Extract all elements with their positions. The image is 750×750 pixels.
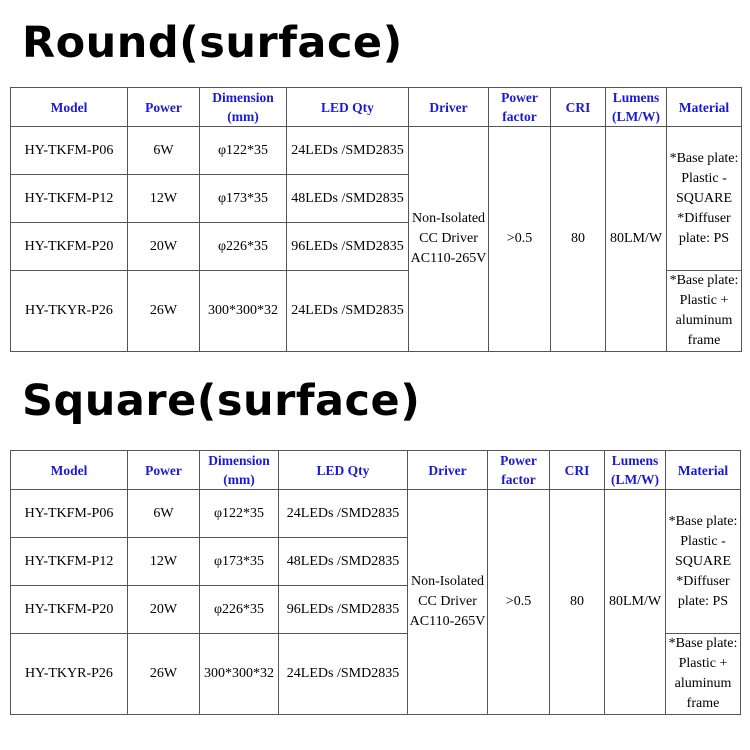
header-model: Model <box>11 88 128 127</box>
header-led-qty: LED Qty <box>287 88 409 127</box>
header-cri: CRI <box>551 88 606 127</box>
cell-dimension: φ226*35 <box>200 586 279 634</box>
section-title-square: Square(surface) <box>22 376 421 426</box>
header-power-factor: Power factor <box>489 88 551 127</box>
table-row <box>11 490 741 538</box>
cell-power: 6W <box>128 490 200 538</box>
cell-dimension: φ122*35 <box>200 127 287 175</box>
cell-dimension: 300*300*32 <box>200 271 287 352</box>
section-title-round: Round(surface) <box>22 18 403 68</box>
cell-model: HY-TKFM-P12 <box>11 175 128 223</box>
cell-power: 26W <box>128 634 200 715</box>
header-dimension: Dimension (mm) <box>200 88 287 127</box>
header-model: Model <box>11 451 128 490</box>
cell-dimension: φ122*35 <box>200 490 279 538</box>
cell-cri: 80 <box>551 127 606 352</box>
cell-dimension: φ173*35 <box>200 538 279 586</box>
cell-cri: 80 <box>550 490 605 715</box>
header-lumens: Lumens (LM/W) <box>606 88 667 127</box>
cell-model: HY-TKFM-P06 <box>11 127 128 175</box>
spec-table-round <box>10 87 742 352</box>
header-power-factor: Power factor <box>488 451 550 490</box>
cell-led-qty: 24LEDs /SMD2835 <box>279 490 408 538</box>
cell-driver: Non-Isolated CC Driver AC110-265V <box>409 127 489 352</box>
cell-lumens: 80LM/W <box>605 490 666 715</box>
cell-led-qty: 48LEDs /SMD2835 <box>279 538 408 586</box>
table-header-row <box>11 88 742 127</box>
cell-model: HY-TKYR-P26 <box>11 271 128 352</box>
cell-material-2: *Base plate: Plastic + aluminum frame <box>666 634 741 715</box>
cell-power: 12W <box>128 175 200 223</box>
cell-led-qty: 24LEDs /SMD2835 <box>287 271 409 352</box>
cell-led-qty: 96LEDs /SMD2835 <box>287 223 409 271</box>
cell-material-1: *Base plate: Plastic -SQUARE *Diffuser plate: PS <box>667 127 742 271</box>
cell-dimension: φ173*35 <box>200 175 287 223</box>
cell-led-qty: 48LEDs /SMD2835 <box>287 175 409 223</box>
header-material: Material <box>666 451 741 490</box>
cell-material-1: *Base plate: Plastic -SQUARE *Diffuser plate: PS <box>666 490 741 634</box>
cell-dimension: φ226*35 <box>200 223 287 271</box>
header-cri: CRI <box>550 451 605 490</box>
cell-model: HY-TKFM-P20 <box>11 586 128 634</box>
header-dimension: Dimension (mm) <box>200 451 279 490</box>
cell-model: HY-TKFM-P20 <box>11 223 128 271</box>
cell-led-qty: 24LEDs /SMD2835 <box>279 634 408 715</box>
cell-led-qty: 96LEDs /SMD2835 <box>279 586 408 634</box>
cell-model: HY-TKFM-P12 <box>11 538 128 586</box>
cell-model: HY-TKYR-P26 <box>11 634 128 715</box>
header-power: Power <box>128 88 200 127</box>
cell-power: 26W <box>128 271 200 352</box>
cell-power-factor: >0.5 <box>488 490 550 715</box>
cell-driver: Non-Isolated CC Driver AC110-265V <box>408 490 488 715</box>
header-material: Material <box>667 88 742 127</box>
cell-dimension: 300*300*32 <box>200 634 279 715</box>
header-driver: Driver <box>408 451 488 490</box>
header-lumens: Lumens (LM/W) <box>605 451 666 490</box>
table-header-row <box>11 451 741 490</box>
cell-model: HY-TKFM-P06 <box>11 490 128 538</box>
header-power: Power <box>128 451 200 490</box>
spec-table-square <box>10 450 741 715</box>
cell-power: 12W <box>128 538 200 586</box>
header-led-qty: LED Qty <box>279 451 408 490</box>
cell-led-qty: 24LEDs /SMD2835 <box>287 127 409 175</box>
cell-lumens: 80LM/W <box>606 127 667 352</box>
table-row <box>11 127 742 175</box>
cell-power: 20W <box>128 586 200 634</box>
cell-power: 20W <box>128 223 200 271</box>
cell-material-2: *Base plate: Plastic + aluminum frame <box>667 271 742 352</box>
cell-power: 6W <box>128 127 200 175</box>
header-driver: Driver <box>409 88 489 127</box>
cell-power-factor: >0.5 <box>489 127 551 352</box>
